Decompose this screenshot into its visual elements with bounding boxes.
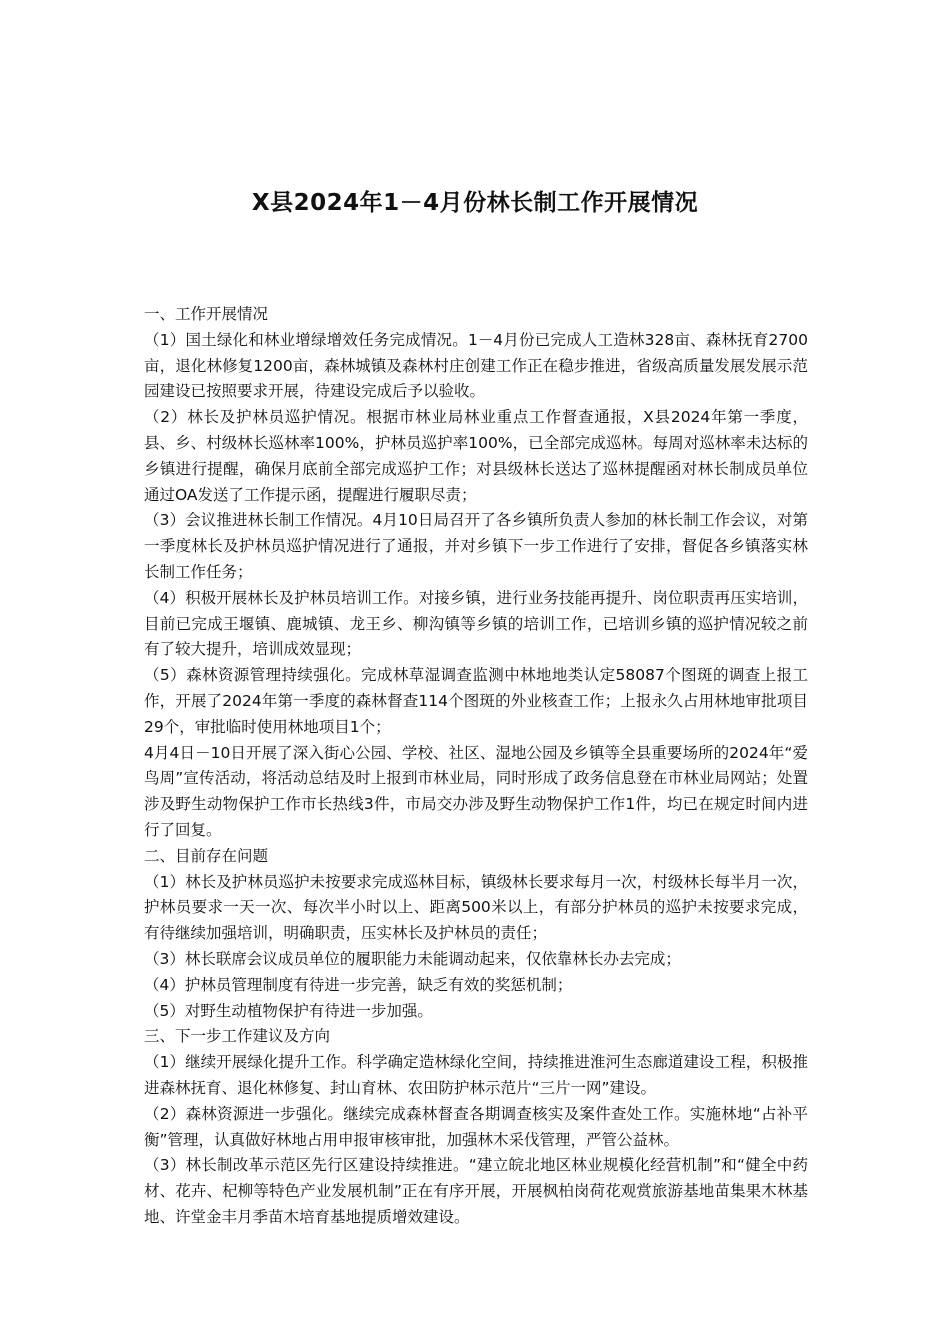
- document-body: [144, 302, 808, 1231]
- paragraph: （5）森林资源管理持续强化。完成林草湿调查监测中林地地类认定58087个图斑的调查上报工作，开展了2024年第一季度的森林督查114个图斑的外业核查工作；上报永久占用林地审批项目29个，审批临时使用林地项目1个；: [144, 666, 808, 736]
- paragraph: （2）森林资源进一步强化。继续完成森林督查各期调查核实及案件查处工作。实施林地“占补平衡”管理，认真做好林地占用申报审核审批，加强林木采伐管理，严管公益林。: [144, 1104, 808, 1149]
- paragraph: （1）国土绿化和林业增绿增效任务完成情况。1－4月份已完成人工造林328亩、森林抚育2700亩，退化林修复1200亩，森林城镇及森林村庄创建工作正在稳步推进，省级高质量发展发展示范园建设已按照要求开展，待建设完成后予以验收。: [144, 330, 808, 401]
- paragraph: （4）护林员管理制度有待进一步完善，缺乏有效的奖惩机制；: [144, 975, 573, 994]
- document-title: X县2024年1－4月份林长制工作开展情况: [251, 190, 699, 216]
- paragraph: （1）继续开展绿化提升工作。科学确定造林绿化空间，持续推进淮河生态廊道建设工程，积极推进森林抚育、退化林修复、封山育林、农田防护林示范片“三片一网”建设。: [144, 1053, 808, 1097]
- paragraph: （2）林长及护林员巡护情况。根据市林业局林业重点工作督查通报，X县2024年第一季度，县、乡、村级林长巡林率100%，护林员巡护率100%，已全部完成巡林。每周对巡林率未达标的乡镇进行提醒，确保月底前全部完成巡护工作；对县级林长送达了巡林提醒函对林长制成员单位通过OA发送了工作提示函，提醒进行履职尽责；: [144, 408, 808, 504]
- section-heading: 三、下一步工作建议及方向: [144, 1027, 331, 1046]
- paragraph: （3）会议推进林长制工作情况。4月10日局召开了各乡镇所负责人参加的林长制工作会议，对第一季度林长及护林员巡护情况进行了通报，并对乡镇下一步工作进行了安排，督促各乡镇落实林长制工作任务；: [144, 511, 808, 581]
- paragraph: （3）林长制改革示范区先行区建设持续推进。“建立皖北地区林业规模化经营机制”和“健全中药材、花卉、杞柳等特色产业发展机制”正在有序开展，开展枫柏岗荷花观赏旅游基地苗集果木林基地、许堂金丰月季苗木培育基地提质增效建设。: [144, 1156, 808, 1226]
- paragraph: （4）积极开展林长及护林员培训工作。对接乡镇，进行业务技能再提升、岗位职责再压实培训，目前已完成王堰镇、鹿城镇、龙王乡、柳沟镇等乡镇的培训工作，已培训乡镇的巡护情况较之前有了较大提升，培训成效显现；: [144, 588, 808, 659]
- paragraph: （1）林长及护林员巡护未按要求完成巡林目标，镇级林长要求每月一次，村级林长每半月一次，护林员要求一天一次、每次半小时以上、距离500米以上，有部分护林员的巡护未按要求完成，有待继续加强培训，明确职责，压实林长及护林员的责任；: [144, 872, 808, 943]
- section-heading: 二、目前存在问题: [144, 846, 269, 865]
- section-heading: 一、工作开展情况: [144, 305, 269, 323]
- paragraph: （5）对野生动植物保护有待进一步加强。: [144, 1001, 433, 1020]
- paragraph: （3）林长联席会议成员单位的履职能力未能调动起来，仅依靠林长办去完成；: [144, 949, 681, 968]
- paragraph: 4月4日－10日开展了深入街心公园、学校、社区、湿地公园及乡镇等全县重要场所的2024年“爱鸟周”宣传活动，将活动总结及时上报到市林业局，同时形成了政务信息登在市林业局网站；处置涉及野生动物保护工作市长热线3件，市局交办涉及野生动物保护工作1件，均已在规定时间内进行了回复。: [144, 743, 808, 839]
